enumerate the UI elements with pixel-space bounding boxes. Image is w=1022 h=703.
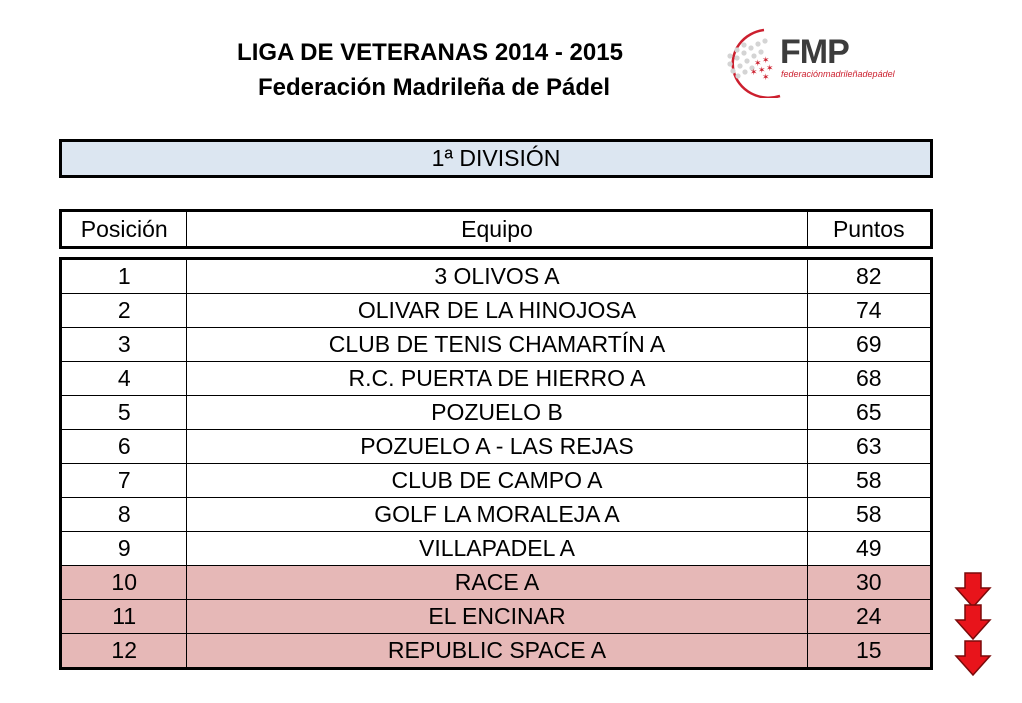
- team-cell: OLIVAR DE LA HINOJOSA: [187, 294, 807, 328]
- team-cell: REPUBLIC SPACE A: [187, 634, 807, 669]
- points-cell: 69: [807, 328, 931, 362]
- svg-text:✶: ✶: [750, 68, 758, 78]
- table-row: [61, 328, 932, 362]
- position-cell: 4: [61, 362, 187, 396]
- table-row: [61, 396, 932, 430]
- team-cell: GOLF LA MORALEJA A: [187, 498, 807, 532]
- position-cell: 1: [117, 263, 131, 289]
- points-cell: 24: [807, 600, 931, 634]
- table-row: [61, 532, 932, 566]
- team-cell: CLUB DE TENIS CHAMARTÍN A: [187, 328, 807, 362]
- svg-text:✶: ✶: [762, 73, 770, 83]
- position-cell: 9: [61, 532, 187, 566]
- team-cell: 3 OLIVOS A: [187, 259, 807, 294]
- position-cell: 6: [61, 430, 187, 464]
- table-row: [61, 600, 932, 634]
- position-cell: 3: [61, 328, 187, 362]
- standings-table: [59, 257, 933, 670]
- page-title: LIGA DE VETERANAS 2014 - 2015: [237, 39, 623, 66]
- points-cell: 58: [807, 464, 931, 498]
- position-cell: 12: [61, 634, 187, 669]
- fmp-logo: [718, 26, 898, 98]
- team-cell: R.C. PUERTA DE HIERRO A: [187, 362, 807, 396]
- column-header-team: Equipo: [187, 211, 807, 248]
- points-cell: 15: [807, 634, 931, 669]
- table-row: [61, 464, 932, 498]
- page-subtitle: Federación Madrileña de Pádel: [257, 74, 611, 101]
- table-row: [61, 362, 932, 396]
- down-arrow-icon: [954, 639, 994, 679]
- points-cell: 74: [807, 294, 931, 328]
- position-cell: 7: [61, 464, 187, 498]
- position-cell: 10: [61, 566, 187, 600]
- table-row: [61, 498, 932, 532]
- svg-text:✶: ✶: [766, 64, 774, 74]
- table-row: [61, 566, 932, 600]
- down-arrow-icon: [954, 603, 994, 643]
- position-cell: 2: [61, 294, 187, 328]
- team-cell: CLUB DE CAMPO A: [187, 464, 807, 498]
- logo-tagline: federaciónmadrileñadepádel: [781, 69, 895, 79]
- column-header-points: Puntos: [807, 211, 931, 248]
- points-cell: 58: [807, 498, 931, 532]
- position-cell: 5: [61, 396, 187, 430]
- team-cell: POZUELO B: [187, 396, 807, 430]
- team-cell: POZUELO A - LAS REJAS: [187, 430, 807, 464]
- points-cell: 63: [807, 430, 931, 464]
- logo-wordmark: FMP: [780, 33, 849, 71]
- points-cell: 49: [807, 532, 931, 566]
- position-cell: 11: [61, 600, 187, 634]
- team-cell: RACE A: [187, 566, 807, 600]
- svg-text:✶: ✶: [754, 59, 762, 69]
- points-cell: 30: [807, 566, 931, 600]
- table-row: [61, 634, 932, 669]
- points-cell: 65: [807, 396, 931, 430]
- svg-text:✶: ✶: [762, 56, 770, 66]
- table-row: [61, 259, 932, 294]
- table-row: [61, 430, 932, 464]
- svg-text:✶: ✶: [758, 66, 766, 76]
- division-header: 1ª DIVISIÓN: [59, 139, 933, 178]
- position-cell: 8: [61, 498, 187, 532]
- team-cell: EL ENCINAR: [187, 600, 807, 634]
- points-cell: 82: [807, 259, 931, 294]
- column-header-position: Posición: [80, 216, 168, 242]
- points-cell: 68: [807, 362, 931, 396]
- team-cell: VILLAPADEL A: [187, 532, 807, 566]
- table-row: [61, 294, 932, 328]
- table-header: [59, 209, 933, 249]
